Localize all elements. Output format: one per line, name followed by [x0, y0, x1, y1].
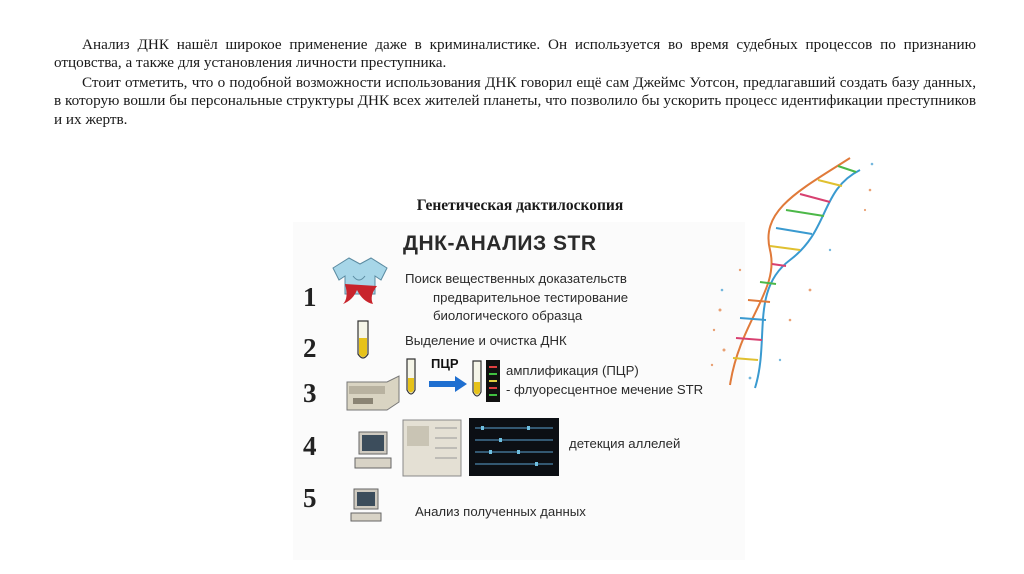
test-tube-icon-pcr [471, 360, 483, 400]
step-number-3: 3 [303, 378, 317, 408]
test-tube-icon [356, 320, 370, 362]
computer-icon [353, 430, 393, 474]
step1-sample-text: биологического образца [433, 308, 583, 323]
step3-fluorescent-text: - флуоресцентное мечение STR [506, 382, 704, 397]
step4-detection-text: детекция аллелей [569, 436, 681, 451]
computer-icon-small [349, 487, 383, 527]
step5-analysis-text: Анализ полученных данных [415, 504, 586, 519]
pcr-label: ПЦР [431, 356, 459, 371]
step1-pretest-text: предварительное тестирование [433, 290, 629, 305]
dna-helix-icon [700, 150, 880, 395]
arrow-icon [427, 374, 469, 394]
figure-caption: Генетическая дактилоскопия [416, 197, 624, 214]
electropherogram-icon [469, 418, 559, 476]
thermocycler-icon [343, 372, 403, 414]
sequencer-icon [401, 418, 463, 478]
paragraph-watson: Стоит отметить, что о подобной возможности использования ДНК говорил ещё сам Джеймс Уотсон, предлагавший создать базу данных, в которую вошли бы персональные структуры ДНК всех жителей планеты, что позволило бы ускорить процесс идентификации преступников и их жертв. [54, 74, 976, 128]
step1-search-text: Поиск вещественных доказательств [405, 271, 627, 286]
step-number-5: 5 [303, 483, 317, 513]
step-number-2: 2 [303, 333, 317, 363]
paragraph-paternity: Анализ ДНК нашёл широкое применение даже в криминалистике. Он используется во время судебных процессов по признанию отцовства, а также для установления личности преступника. [54, 36, 976, 72]
step-number-1: 1 [303, 282, 317, 312]
step3-amplification-text: амплификация (ПЦР) [506, 363, 639, 378]
test-tube-icon-small [405, 358, 417, 398]
step2-extraction-text: Выделение и очистка ДНК [405, 333, 567, 348]
dna-analysis-figure [293, 222, 745, 560]
step-number-4: 4 [303, 431, 317, 461]
jacket-icon [329, 254, 391, 310]
figure-title: ДНК-АНАЛИЗ STR [403, 232, 597, 255]
gel-strip-icon [486, 360, 500, 402]
